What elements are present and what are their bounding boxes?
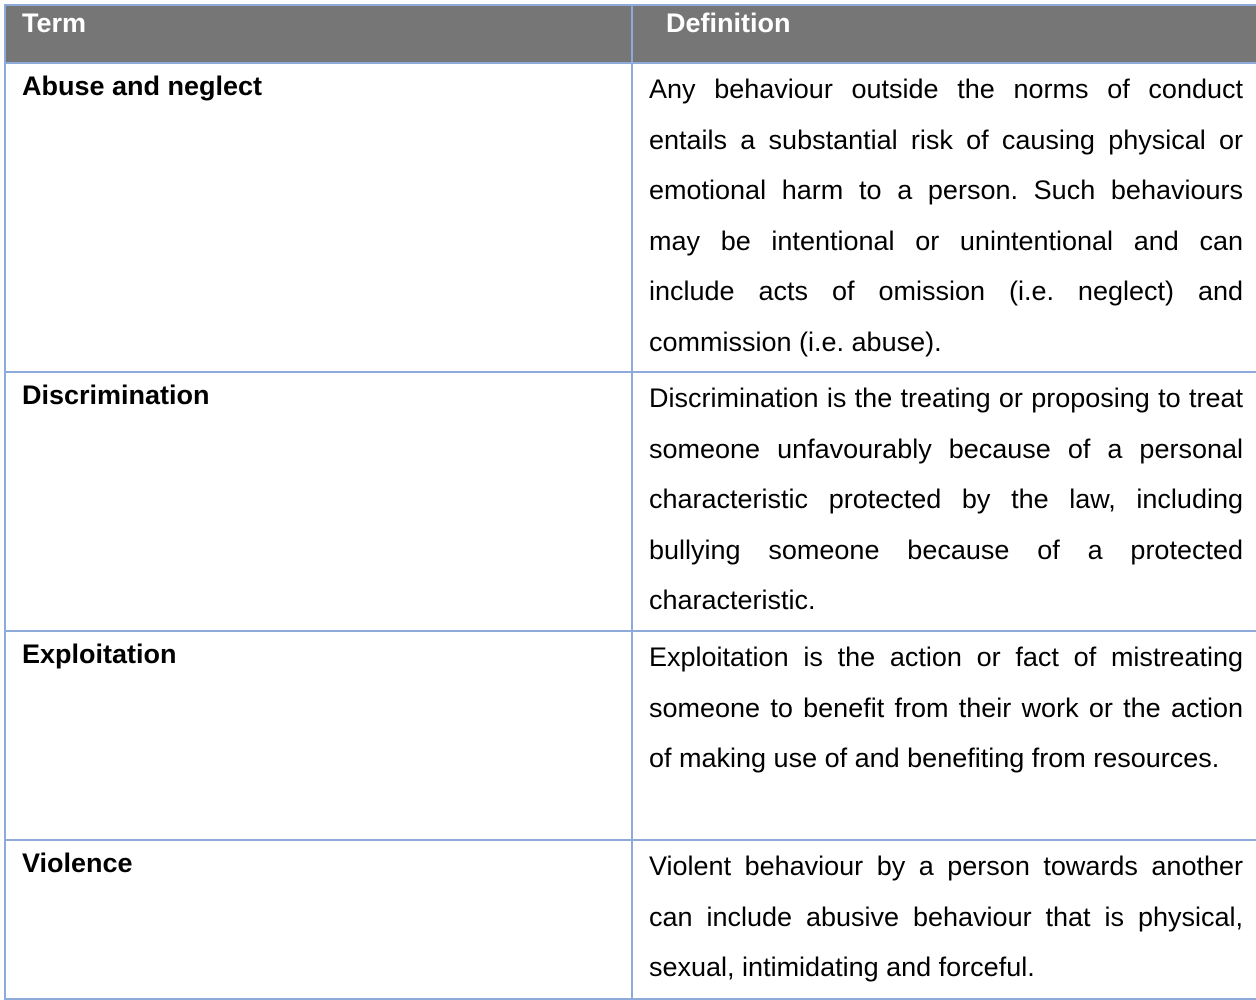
table-row: [5, 63, 1256, 372]
term-cell: Discrimination: [5, 372, 632, 631]
table-row: [5, 372, 1256, 631]
table-row: [5, 631, 1256, 840]
table-header-row: [5, 5, 1256, 63]
definition-cell: Any behaviour outside the norms of conduct entails a substantial risk of causing physical or emotional harm to a person. Such behaviours may be intentional or unintentional and can include acts of omission (i.e. neglect) and commission (i.e. abuse).: [632, 63, 1256, 372]
definitions-table-container: [4, 4, 1256, 1000]
definition-cell: Discrimination is the treating or proposing to treat someone unfavourably because of a personal characteristic protected by the law, including bullying someone because of a protected characteristic.: [632, 372, 1256, 631]
definition-column-header: Definition: [632, 5, 1256, 63]
table-row: [5, 840, 1256, 999]
definition-cell: Violent behaviour by a person towards another can include abusive behaviour that is physical, sexual, intimidating and forceful.: [632, 840, 1256, 999]
term-column-header: Term: [5, 5, 632, 63]
term-cell: Violence: [5, 840, 632, 999]
term-cell: Exploitation: [5, 631, 632, 840]
definitions-table: [4, 4, 1256, 1000]
definition-cell: Exploitation is the action or fact of mistreating someone to benefit from their work or the action of making use of and benefiting from resources.: [632, 631, 1256, 840]
term-cell: Abuse and neglect: [5, 63, 632, 372]
